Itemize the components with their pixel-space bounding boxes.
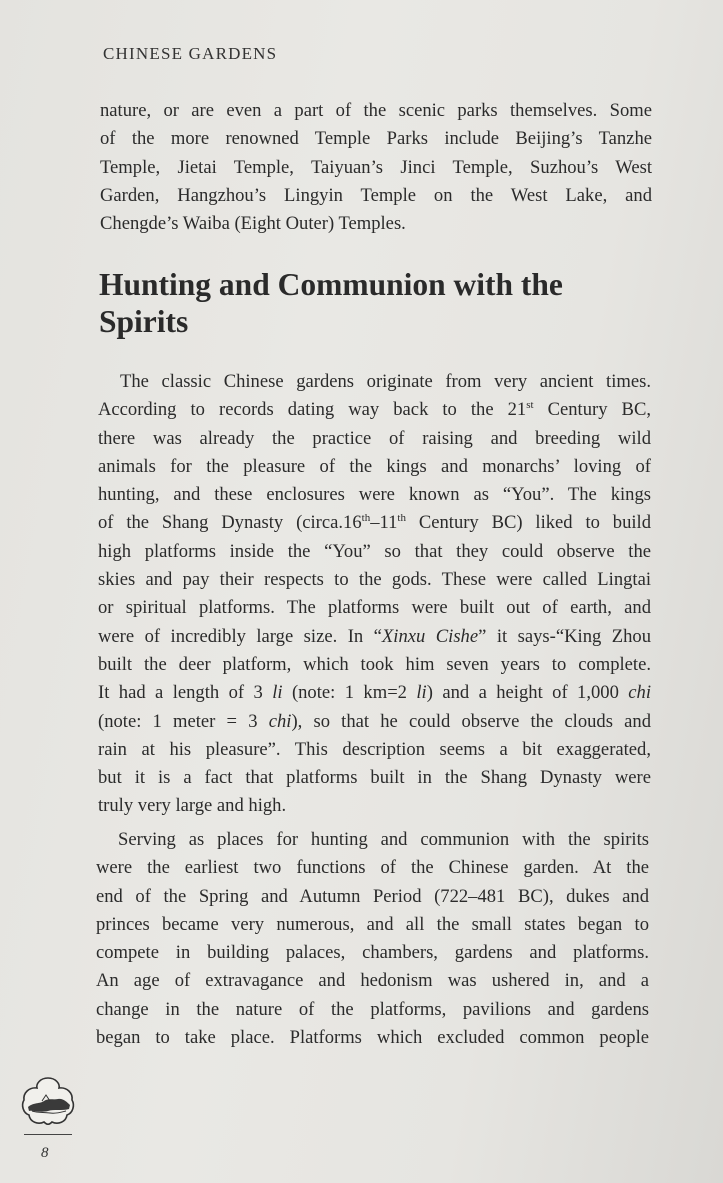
text-line: change in the nature of the platforms, pavilions and gardens	[96, 998, 649, 1020]
text-line: Chengde’s Waiba (Eight Outer) Temples.	[100, 213, 406, 235]
text-line: of the more renowned Temple Parks include Beijing’s Tanzhe	[100, 128, 652, 150]
heading-line: Spirits	[99, 304, 189, 339]
running-head: CHINESE GARDENS	[103, 44, 278, 63]
text-line: skies and pay their respects to the gods. These were called Lingtai	[98, 569, 651, 591]
text-line: (note: 1 meter = 3 chi), so that he could observe the clouds and	[98, 710, 651, 732]
text-line: The classic Chinese gardens originate from very ancient times.	[120, 371, 651, 392]
text-line: built the deer platform, which took him seven years to complete.	[98, 653, 651, 675]
text-line: there was already the practice of raising and breeding wild	[98, 427, 651, 449]
text-line: compete in building palaces, chambers, gardens and platforms.	[96, 942, 649, 964]
text-line: or spiritual platforms. The platforms were built out of earth, and	[98, 597, 651, 619]
text-line: began to take place. Platforms which excluded common people	[96, 1027, 649, 1049]
page-number: 8	[41, 1145, 49, 1161]
section-heading	[99, 266, 659, 340]
paragraph-1	[98, 368, 651, 821]
text-line: An age of extravagance and hedonism was ushered in, and a	[96, 970, 649, 992]
heading-line: Hunting and Communion with the	[99, 267, 563, 302]
text-line: high platforms inside the “You” so that they could observe the	[98, 540, 651, 562]
text-line: Serving as places for hunting and communion with the spirits	[118, 829, 649, 850]
paragraph-2	[96, 826, 649, 1052]
text-line: hunting, and these enclosures were known as “You”. The kings	[98, 484, 651, 506]
footer-rule	[24, 1134, 72, 1135]
text-line: truly very large and high.	[98, 795, 287, 817]
garden-landscape-icon	[20, 1075, 76, 1127]
intro-paragraph	[100, 97, 652, 238]
text-line: It had a length of 3 li (note: 1 km=2 li) and a height of 1,000 chi	[98, 682, 652, 704]
text-line: end of the Spring and Autumn Period (722–481 BC), dukes and	[96, 885, 649, 907]
text-line: rain at his pleasure”. This description seems a bit exaggerated,	[98, 738, 651, 760]
text-line: princes became very numerous, and all the small states began to	[96, 913, 649, 935]
text-line: animals for the pleasure of the kings and monarchs’ loving of	[98, 455, 651, 477]
text-line: Garden, Hangzhou’s Lingyin Temple on the West Lake, and	[100, 184, 652, 206]
text-line: According to records dating way back to the 21st Century BC,	[98, 399, 651, 421]
text-line: were the earliest two functions of the Chinese garden. At the	[96, 857, 649, 879]
text-line: Temple, Jietai Temple, Taiyuan’s Jinci Temple, Suzhou’s West	[100, 156, 652, 178]
text-line: of the Shang Dynasty (circa.16th–11th Century BC) liked to build	[98, 512, 651, 534]
text-line: but it is a fact that platforms built in the Shang Dynasty were	[98, 767, 651, 789]
text-line: nature, or are even a part of the scenic parks themselves. Some	[100, 100, 652, 121]
text-line: were of incredibly large size. In “Xinxu Cishe” it says-“King Zhou	[98, 625, 652, 647]
